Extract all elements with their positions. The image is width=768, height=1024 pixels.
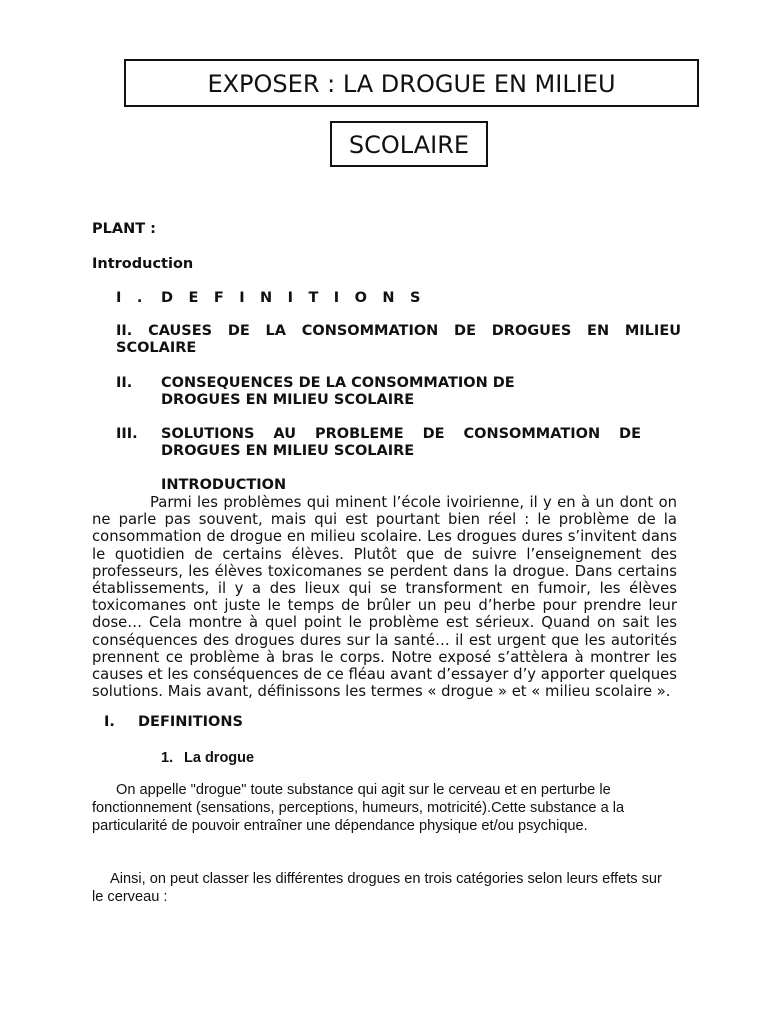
definition-paragraph-2-text: Ainsi, on peut classer les différentes drogues en trois catégories selon leurs effets sur le cerveau : — [92, 871, 662, 905]
plan-item-4-line2: DROGUES EN MILIEU SCOLAIRE — [161, 443, 415, 459]
definition-paragraph-1 — [92, 781, 672, 835]
definitions-number: I. — [104, 714, 115, 730]
plan-item-4-number: III. — [116, 426, 138, 442]
plan-item-1-number: I . — [116, 290, 148, 306]
plan-item-4 — [161, 426, 641, 460]
document-title: EXPOSER : LA DROGUE EN MILIEU — [124, 59, 699, 107]
plan-item-3-number: II. — [116, 375, 133, 391]
introduction-heading: INTRODUCTION — [161, 477, 287, 493]
definition-paragraph-2 — [92, 870, 672, 906]
definition-paragraph-1-text: On appelle "drogue" toute substance qui agit sur le cerveau et en perturbe le fonctionnement (sensations, perceptions, humeurs, motricité).Cette substance a la particularité de pouvoir entraîner une dépendance physique et/ou psychique. — [92, 782, 625, 834]
definition-1-heading: La drogue — [184, 750, 255, 766]
introduction-paragraph — [92, 494, 677, 700]
plan-item-4-line1: SOLUTIONS AU PROBLEME DE CONSOMMATION DE — [161, 426, 641, 442]
plan-item-1-text: D E F I N I T I O N S — [161, 290, 426, 306]
definitions-heading: DEFINITIONS — [138, 714, 243, 730]
plan-introduction: Introduction — [92, 256, 194, 272]
plan-item-2-line2: SCOLAIRE — [116, 340, 197, 356]
plan-item-2-line1: CAUSES DE LA CONSOMMATION DE DROGUES EN MILIEU — [148, 323, 681, 339]
plan-item-2-number: II. — [116, 323, 133, 339]
plan-item-3-line1: CONSEQUENCES DE LA CONSOMMATION DE — [161, 375, 515, 391]
document-subtitle: SCOLAIRE — [330, 121, 488, 167]
introduction-text: Parmi les problèmes qui minent l’école ivoirienne, il y en à un dont on ne parle pas souvent, mais qui est pourtant bien réel : le problème de la consommation de drogue en milieu scolaire. Les drogues dures s’invitent dans le quotidien de certains élèves. Plutôt que de suivre l’enseignement des professeurs, les élèves toxicomanes se perdent dans la drogue. Dans certains établissements, il y a des lieux qui se transforment en fumoir, les élèves toxicomanes ont juste le temps de brûler un peu d’herbe pour prendre leur dose… Cela montre à quel point le problème est sérieux. Quand on sait les conséquences des drogues dures sur la santé… il est urgent que les autorités prennent ce problème à bras le corps. Notre exposé s’attèlera à montrer les causes et les conséquences de ce fléau avant d’essayer d’y apporter quelques solutions. Mais avant, définissons les termes « drogue » et « milieu scolaire ». — [92, 494, 677, 701]
definition-1-number: 1. — [161, 750, 174, 766]
plan-item-2 — [116, 323, 681, 357]
plan-item-3-line2: DROGUES EN MILIEU SCOLAIRE — [161, 392, 415, 408]
plan-item-3 — [161, 375, 515, 409]
plan-label: PLANT : — [92, 221, 156, 237]
